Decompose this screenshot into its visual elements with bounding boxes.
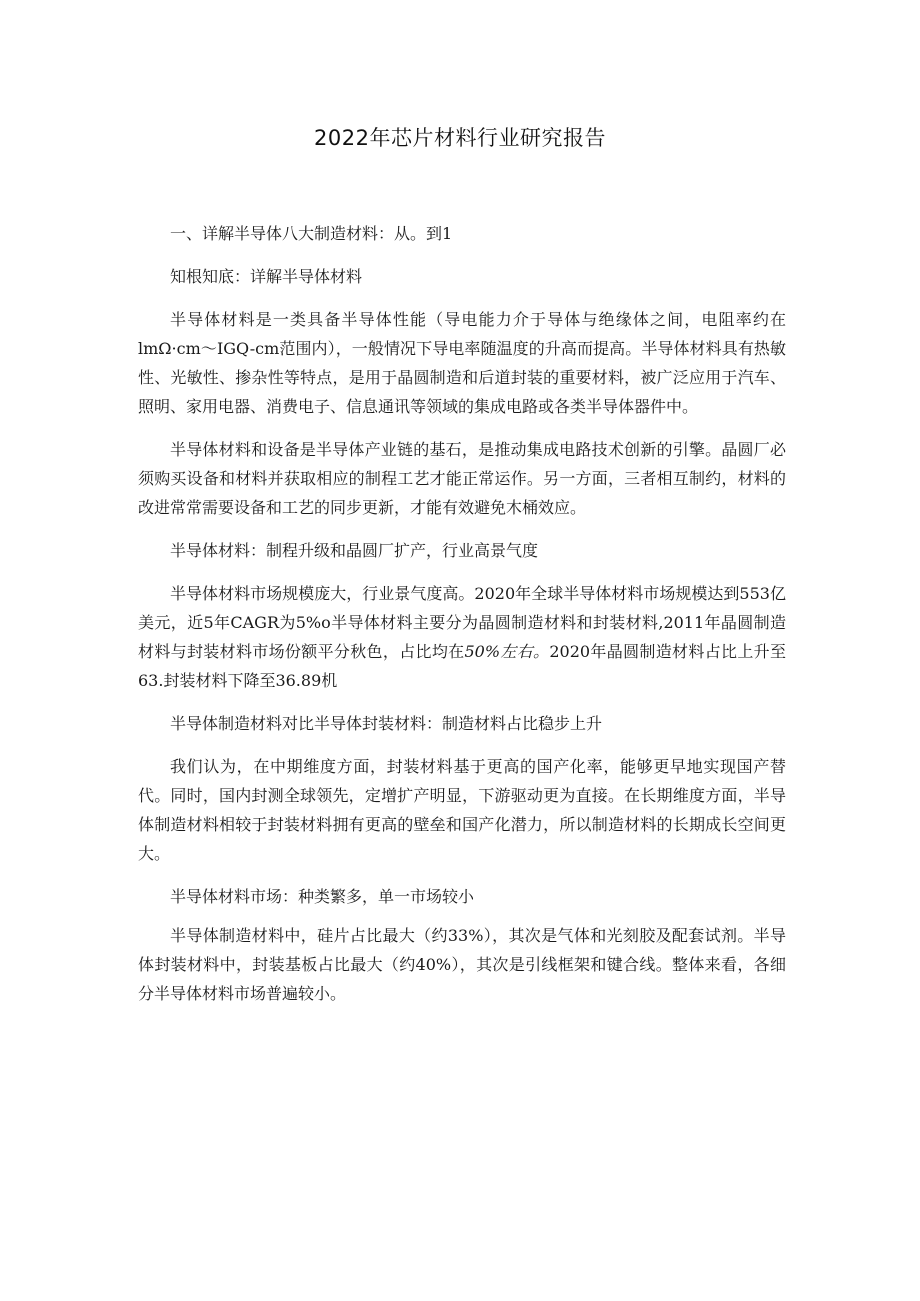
paragraph-3-text-a: 半导体材料市场规模庞大，行业景气度高。2020年全球半导体材料市场规模达到553亿美元，近5年CAGR为5%o半导体材料主要分为晶圆制造材料和封装材料,2011年晶圆制造材料与封装材料市场份额平分秋色，占比均在	[138, 584, 786, 661]
section-heading-1: 一、详解半导体八大制造材料：从。到1	[170, 224, 453, 243]
paragraph-4: 我们认为，在中期维度方面，封装材料基于更高的国产化率，能够更早地实现国产替代。同时，国内封测全球领先，定增扩产明显，下游驱动更为直接。在长期维度方面，半导体制造材料相较于封装材料拥有更高的壁垒和国产化潜力，所以制造材料的长期成长空间更大。	[138, 757, 786, 863]
document-title: 2022年芯片材料行业研究报告	[314, 126, 606, 150]
paragraph-3-italic: 50%左右。	[464, 642, 550, 661]
paragraph-1: 半导体材料是一类具备半导体性能（导电能力介于导体与绝缘体之间，电阻率约在lmΩ·cm～IGQ-cm范围内），一般情况下导电率随温度的升高而提高。半导体材料具有热敏性、光敏性、掺杂性等特点，是用于晶圆制造和后道封装的重要材料，被广泛应用于汽车、照明、家用电器、消费电子、信息通讯等领域的集成电路或各类半导体器件中。	[138, 310, 786, 416]
document-body	[138, 219, 786, 1008]
paragraph-3-text-b: 2020年晶圆制造材料占比上升至63.封装材料下降至36.89机	[138, 642, 786, 690]
paragraph-3	[138, 579, 786, 695]
section-heading-4: 半导体制造材料对比半导体封装材料：制造材料占比稳步上升	[170, 714, 603, 733]
section-heading-2: 知根知底：详解半导体材料	[170, 267, 363, 286]
section-heading-3: 半导体材料：制程升级和晶圆厂扩产，行业高景气度	[170, 541, 539, 560]
paragraph-5: 半导体制造材料中，硅片占比最大（约33%），其次是气体和光刻胶及配套试剂。半导体封装材料中，封装基板占比最大（约40%），其次是引线框架和键合线。整体来看，各细分半导体材料市场普遍较小。	[138, 926, 786, 1003]
section-heading-5: 半导体材料市场：种类繁多，单一市场较小	[170, 887, 475, 906]
paragraph-2: 半导体材料和设备是半导体产业链的基石，是推动集成电路技术创新的引擎。晶圆厂必须购买设备和材料并获取相应的制程工艺才能正常运作。另一方面，三者相互制约，材料的改进常常需要设备和工艺的同步更新，才能有效避免木桶效应。	[138, 440, 786, 517]
